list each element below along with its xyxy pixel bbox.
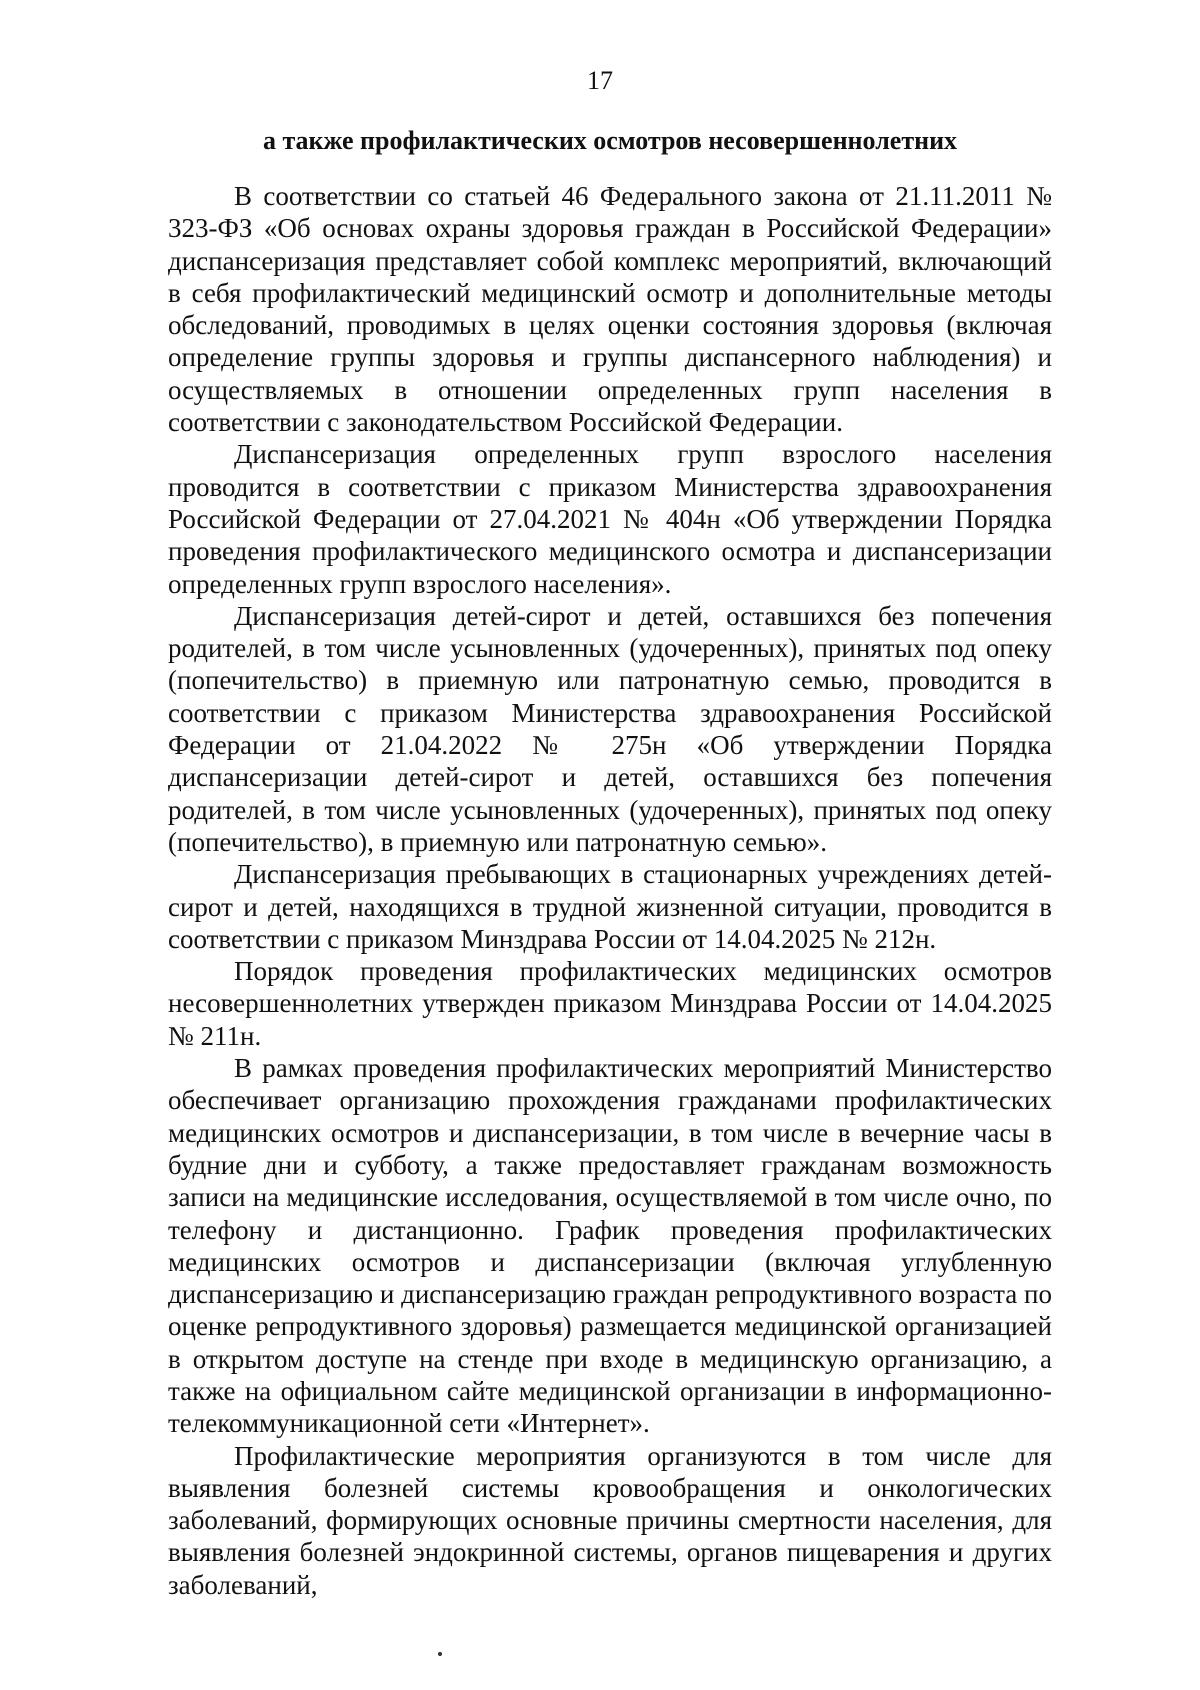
paragraph: В рамках проведения профилактических мероприятий Министерство обеспечивает организацию прохождения гражданами профилактических медицинских осмотров и диспансеризации, в том числе в вечерние часы в будние дни и субботу, а также предоставляет гражданам возможность записи на медицинские исследования, осуществляемой в том числе очно, по телефону и дистанционно. График проведения профилактических медицинских осмотров и диспансеризации (включая углубленную диспансеризацию и диспансеризацию граждан репродуктивного возраста по оценке репродуктивного здоровья) размещается медицинской организацией в открытом доступе на стенде при входе в медицинскую организацию, а также на официальном сайте медицинской организации в информационно-телекоммуникационной сети «Интернет». <box>168 1053 1052 1439</box>
section-heading: а также профилактических осмотров несовершеннолетних <box>262 126 958 155</box>
paragraph: Диспансеризация определенных групп взрослого населения проводится в соответствии с приказом Министерства здравоохранения Российской Федерации от 27.04.2021 № 404н «Об утверждении Порядка проведения профилактического медицинского осмотра и диспансеризации определенных групп взрослого населения». <box>168 439 1052 599</box>
paragraph: Диспансеризация детей-сирот и детей, оставшихся без попечения родителей, в том числе усыновленных (удочеренных), принятых под опеку (попечительство) в приемную или патронатную семью, проводится в соответствии с приказом Министерства здравоохранения Российской Федерации от 21.04.2022 № 275н «Об утверждении Порядка диспансеризации детей-сирот и детей, оставшихся без попечения родителей, в том числе усыновленных (удочеренных), принятых под опеку (попечительство), в приемную или патронатную семью». <box>168 600 1052 857</box>
paragraph: Порядок проведения профилактических медицинских осмотров несовершеннолетних утвержден приказом Минздрава России от 14.04.2025 № 211н. <box>168 956 1052 1051</box>
paragraph: Профилактические мероприятия организуются в том числе для выявления болезней системы кровообращения и онкологических заболеваний, формирующих основные причины смертности населения, для выявления болезней эндокринной системы, органов пищеварения и других заболеваний, <box>168 1440 1052 1600</box>
page-number: 17 <box>587 66 613 95</box>
scan-speck <box>438 1652 442 1656</box>
paragraph: В соответствии со статьей 46 Федерального закона от 21.11.2011 № 323-ФЗ «Об основах охраны здоровья граждан в Российской Федерации» диспансеризация представляет собой комплекс мероприятий, включающий в себя профилактический медицинский осмотр и дополнительные методы обследований, проводимых в целях оценки состояния здоровья (включая определение группы здоровья и группы диспансерного наблюдения) и осуществляемых в отношении определенных групп населения в соответствии с законодательством Российской Федерации. <box>168 181 1052 438</box>
body-text <box>168 180 1052 1601</box>
paragraph: Диспансеризация пребывающих в стационарных учреждениях детей-сирот и детей, находящихся в трудной жизненной ситуации, проводится в соответствии с приказом Минздрава России от 14.04.2025 № 212н. <box>168 859 1052 954</box>
